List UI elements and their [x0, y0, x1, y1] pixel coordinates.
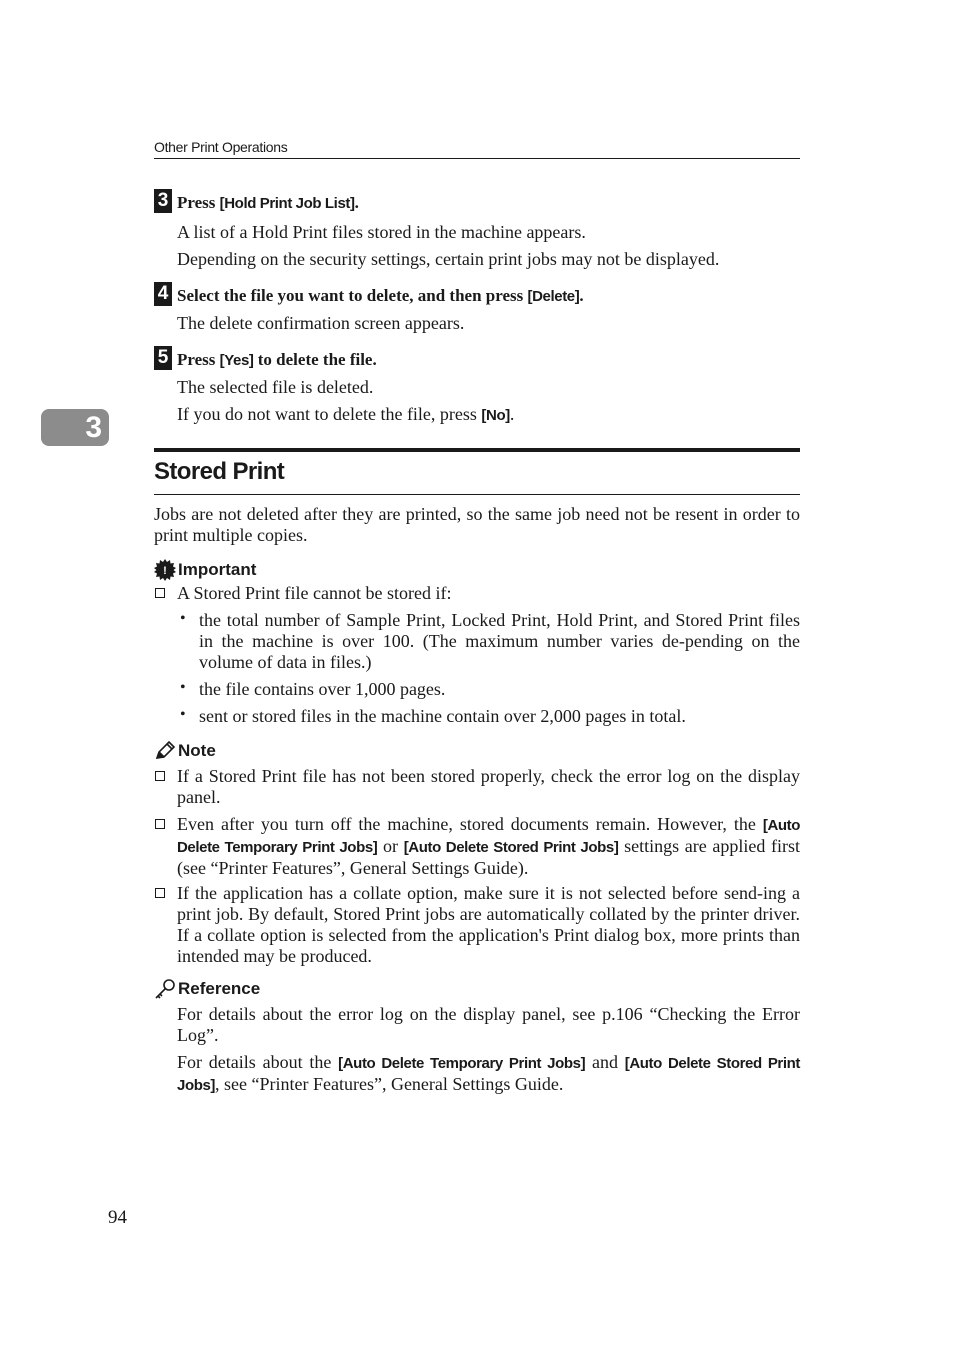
bullet-icon: • [180, 610, 186, 627]
reference-paragraph: For details about the [Auto Delete Temporary Print Jobs] and [Auto Delete Stored Print Jobs], see “Printer Features”, General Settings Guide. [177, 1052, 800, 1094]
svg-text:!: ! [163, 565, 167, 577]
checkbox-icon [155, 588, 165, 598]
step-number-badge: 3 [154, 189, 172, 213]
checkbox-icon [155, 819, 165, 829]
running-header: Other Print Operations [154, 139, 288, 155]
step-body-line: The selected file is deleted. [177, 377, 374, 397]
key-label: [No] [481, 407, 510, 424]
step-title: Press [Hold Print Job List]. [177, 193, 359, 212]
bullet-icon: • [180, 679, 186, 696]
step-body-line: The delete confirmation screen appears. [177, 313, 465, 333]
key-label: [Auto Delete Temporary Print Jobs] [338, 1055, 586, 1072]
bullet-icon: • [180, 706, 186, 723]
step-body-line: A list of a Hold Print files stored in the machine appears. [177, 222, 586, 242]
reference-heading [154, 978, 260, 1000]
step-number-badge: 4 [154, 282, 172, 306]
section-rule-top [154, 448, 800, 452]
key-label: [Auto Delete Stored Print Jobs] [177, 1055, 800, 1094]
step-body-line: Depending on the security settings, certain print jobs may not be displayed. [177, 249, 720, 269]
pencil-icon [154, 741, 176, 761]
page-number: 94 [108, 1207, 127, 1228]
section-rule-bottom [154, 494, 800, 495]
key-label: [Yes] [219, 352, 254, 369]
checkbox-icon [155, 888, 165, 898]
important-icon [154, 559, 176, 581]
key-label: [Auto Delete Temporary Print Jobs] [177, 817, 800, 856]
step-title: Press [Yes] to delete the file. [177, 350, 377, 369]
step-body-line: If you do not want to delete the file, press [No]. [177, 404, 515, 424]
key-icon [154, 978, 176, 1000]
important-label: Important [178, 560, 257, 579]
important-heading [154, 559, 256, 581]
step-number-badge: 5 [154, 346, 172, 370]
step-title: Select the file you want to delete, and then press [Delete]. [177, 286, 584, 305]
note-heading [154, 741, 216, 761]
key-label: [Hold Print Job List] [219, 195, 355, 212]
note-label: Note [178, 741, 216, 760]
section-title: Stored Print [154, 458, 285, 485]
reference-paragraph: For details about the error log on the display panel, see p.106 “Checking the Error Log”. [177, 1004, 800, 1045]
key-label: [Auto Delete Stored Print Jobs] [403, 839, 619, 856]
reference-label: Reference [178, 979, 261, 998]
chapter-tab: 3 [41, 409, 109, 446]
header-rule [154, 158, 800, 159]
checkbox-icon [155, 771, 165, 781]
key-label: [Delete] [527, 288, 580, 305]
section-intro: Jobs are not deleted after they are printed, so the same job need not be resent in order to print multiple copies. [154, 504, 800, 545]
